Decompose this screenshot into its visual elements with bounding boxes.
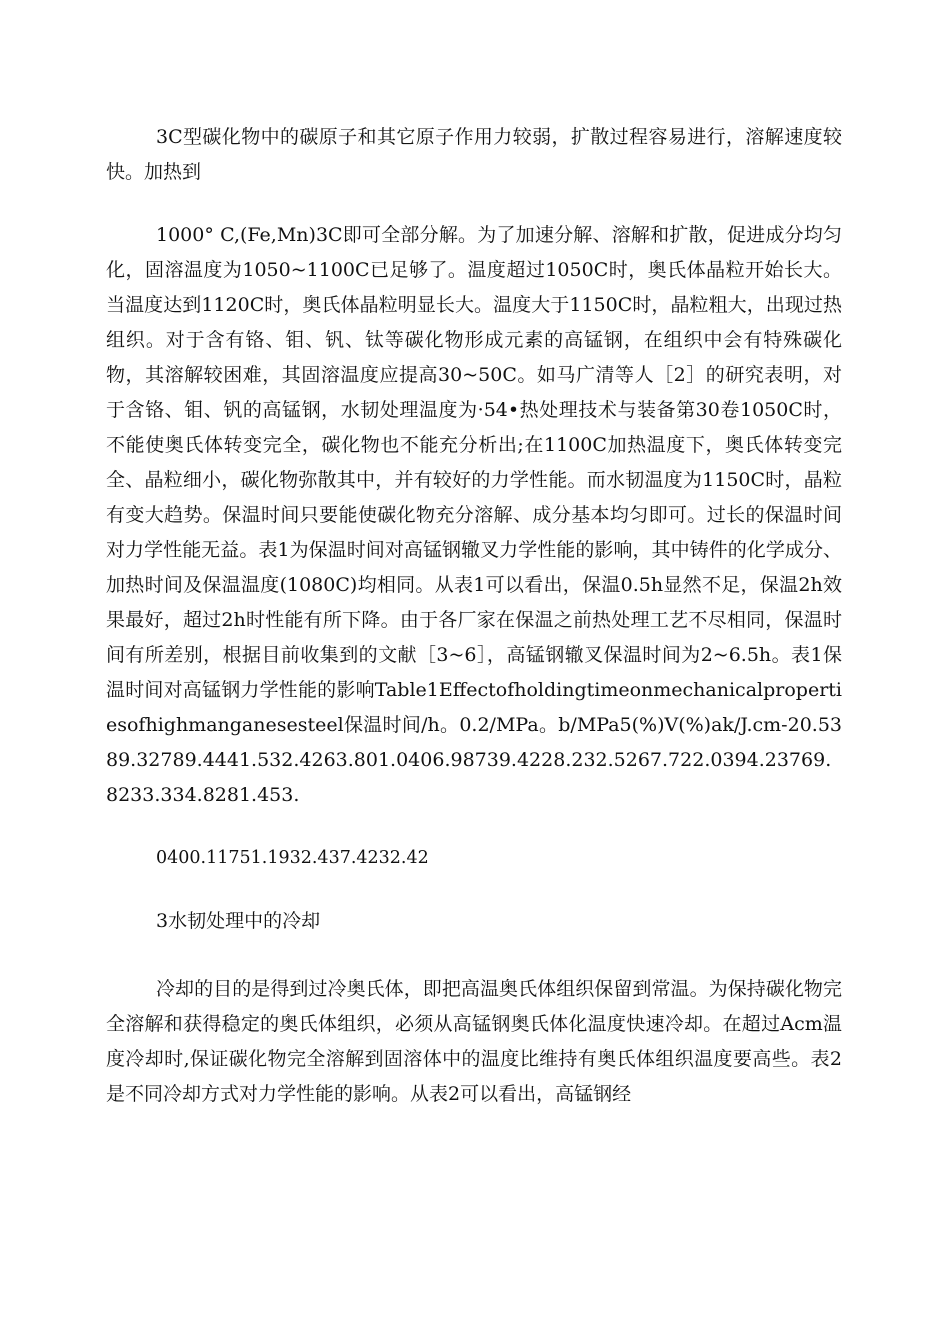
paragraph-solution-temperature: 1000° C,(Fe,Mn)3C即可全部分解。为了加速分解、溶解和扩散，促进成分均匀化，固溶温度为1050~1100C已足够了。温度超过1050C时，奥氏体晶粒开始长大。当温度达到1120C时，奥氏体晶粒明显长大。温度大于1150C时，晶粒粗大，出现过热组织。对于含有铬、钼、钒、钛等碳化物形成元素的高锰钢，在组织中会有特殊碳化物，其溶解较困难，其固溶温度应提高30~50C。如马广清等人［2］的研究表明，对于含铬、钼、钒的高锰钢，水韧处理温度为·54•热处理技术与装备第30卷1050C时，不能使奥氏体转变完全，碳化物也不能充分析出;在1100C加热温度下，奥氏体转变完全、晶粒细小，碳化物弥散其中，并有较好的力学性能。而水韧温度为1150C时，晶粒有变大趋势。保温时间只要能使碳化物充分溶解、成分基本均匀即可。过长的保温时间对力学性能无益。表1为保温时间对高锰钢辙叉力学性能的影响，其中铸件的化学成分、加热时间及保温温度(1080C)均相同。从表1可以看出，保温0.5h显然不足，保温2h效果最好，超过2h时性能有所下降。由于各厂家在保温之前热处理工艺不尽相同，保温时间有所差别，根据目前收集到的文献［3~6］，高锰钢辙叉保温时间为2~6.5h。表1保温时间对高锰钢力学性能的影响Table1Effectofholdingtimeonmechanicalpropertiesofhighmanganesesteel保温时间/h。0.2/MPa。b/MPa5(%)V(%)ak/J.cm-20.5389.32789.4441.532.4263.801.0406.98739.4228.232.5267.722.0394.23769.8233.334.8281.453.: [106, 224, 842, 806]
paragraph-table-data: 0400.11751.1932.437.4232.42: [156, 848, 429, 868]
section-heading-cooling: 3水韧处理中的冷却: [156, 910, 321, 932]
document-page: [106, 120, 842, 1112]
paragraph-cooling: 冷却的目的是得到过冷奥氏体，即把高温奥氏体组织保留到常温。为保持碳化物完全溶解和获得稳定的奥氏体组织，必须从高锰钢奥氏体化温度快速冷却。在超过Acm温度冷却时,保证碳化物完全溶解到固溶体中的温度比维持有奥氏体组织温度要高些。表2是不同冷却方式对力学性能的影响。从表2可以看出，高锰钢经: [106, 978, 842, 1105]
paragraph-carbide-dissolution: 3C型碳化物中的碳原子和其它原子作用力较弱，扩散过程容易进行，溶解速度较快。加热到: [106, 126, 842, 183]
